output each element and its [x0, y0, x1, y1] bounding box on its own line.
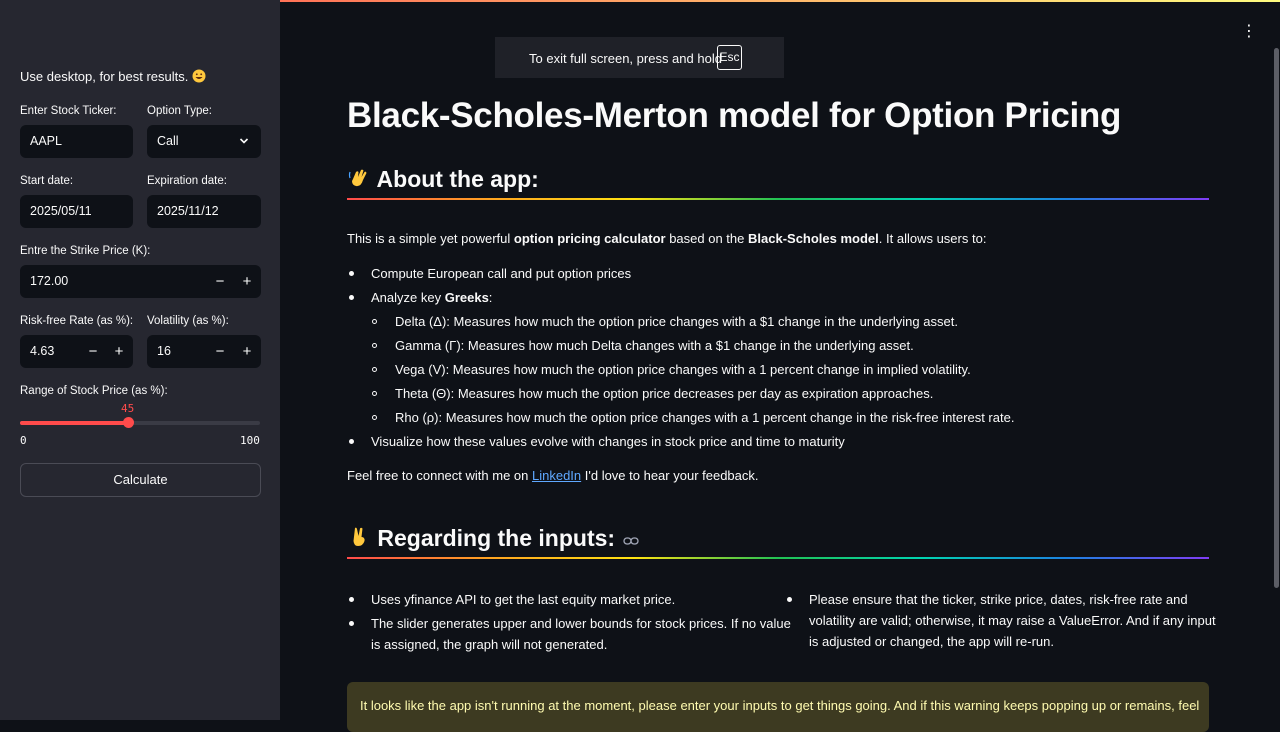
chevron-down-icon	[239, 136, 249, 146]
about-divider	[347, 198, 1209, 200]
expiration-date-input[interactable]	[147, 195, 261, 228]
waving-hand-emoji-icon	[347, 166, 371, 190]
volatility-input[interactable]	[147, 335, 261, 368]
ticker-input[interactable]	[20, 125, 133, 158]
sidebar-note-text: Use desktop, for best results.	[20, 69, 189, 84]
option-type-label: Option Type:	[147, 105, 212, 117]
range-label: Range of Stock Price (as %):	[20, 385, 168, 397]
inputs-note-slider-line2: is assigned, the graph will not generated.	[371, 637, 608, 652]
inputs-divider	[347, 557, 1209, 559]
kebab-menu-icon[interactable]: ⋮	[1241, 23, 1257, 40]
intro-bold-calculator: option pricing calculator	[513, 231, 666, 246]
strike-price-value: 172.00	[30, 274, 69, 288]
range-min-label: 0	[20, 434, 27, 447]
greeks-colon: :	[488, 290, 493, 305]
grinning-emoji-icon	[192, 69, 206, 83]
feature-item-greeks	[371, 290, 492, 305]
bullet-dot	[349, 271, 354, 276]
greek-item-vega: Vega (V): Measures how much the option price changes with a 1 percent change in implied volatility.	[395, 362, 971, 377]
range-slider-track[interactable]	[20, 421, 260, 425]
risk-free-rate-value: 4.63	[30, 344, 55, 358]
intro-paragraph	[347, 231, 986, 246]
greek-item-theta: Theta (Θ): Measures how much the option price decreases per day as expiration approaches.	[395, 386, 934, 401]
start-date-input[interactable]	[20, 195, 133, 228]
ticker-label: Enter Stock Ticker:	[20, 105, 117, 117]
bullet-dot	[349, 439, 354, 444]
connect-text: Feel free to connect with me on	[347, 468, 532, 483]
intro-text-mid: based on the	[665, 231, 748, 246]
sub-bullet	[372, 319, 377, 324]
intro-bold-model: Black-Scholes model	[748, 231, 879, 246]
inputs-note-slider-line1: The slider generates upper and lower bounds for stock prices. If no value	[371, 616, 791, 631]
about-heading	[347, 166, 539, 193]
linkedin-link[interactable]: LinkedIn	[531, 468, 582, 483]
about-heading-text: About the app:	[376, 166, 539, 192]
sub-bullet	[372, 343, 377, 348]
connect-paragraph	[347, 468, 759, 483]
greeks-text: Analyze key	[371, 290, 445, 305]
greeks-bold: Greeks	[444, 290, 489, 305]
volatility-decrement-button[interactable]: −	[215, 343, 225, 360]
page-title: Black-Scholes-Merton model for Option Pricing	[347, 96, 1122, 135]
bullet-dot	[349, 621, 354, 626]
strike-increment-button[interactable]: +	[242, 273, 252, 290]
fullscreen-toast-text: To exit full screen, press and hold	[529, 51, 722, 66]
inputs-note-validity-line1: Please ensure that the ticker, strike price, dates, risk-free rate and	[809, 592, 1188, 607]
start-date-value: 2025/05/11	[30, 204, 92, 218]
intro-text: This is a simple yet powerful	[347, 231, 514, 246]
sub-bullet	[372, 415, 377, 420]
intro-text-end: . It allows users to:	[878, 231, 987, 246]
esc-key-badge: Esc	[717, 45, 742, 70]
range-slider-thumb[interactable]	[123, 417, 134, 428]
greek-item-gamma: Gamma (Γ): Measures how much Delta changes with a $1 change in the underlying asset.	[395, 338, 914, 353]
start-date-label: Start date:	[20, 175, 74, 187]
risk-free-rate-label: Risk-free Rate (as %):	[20, 315, 134, 327]
rate-decrement-button[interactable]: −	[88, 343, 98, 360]
warning-text: It looks like the app isn't running at the moment, please enter your inputs to get things going. And if this warning keeps popping up or remains, feel	[360, 698, 1200, 713]
feature-item-compute: Compute European call and put option prices	[371, 266, 632, 281]
expiration-date-value: 2025/11/12	[157, 204, 219, 218]
greek-item-rho: Rho (ρ): Measures how much the option price changes with a 1 percent change in the risk-free interest rate.	[395, 410, 1015, 425]
victory-hand-emoji-icon	[347, 525, 371, 549]
inputs-note-validity-line2: volatility are valid; otherwise, it may raise a ValueError. And if any input	[809, 613, 1216, 628]
volatility-label: Volatility (as %):	[147, 315, 229, 327]
feature-item-visualize: Visualize how these values evolve with changes in stock price and time to maturity	[371, 434, 845, 449]
bullet-dot	[349, 295, 354, 300]
range-max-label: 100	[240, 434, 260, 447]
sidebar-note	[20, 69, 206, 84]
warning-alert	[347, 682, 1209, 732]
volatility-value: 16	[157, 344, 171, 358]
scrollbar[interactable]	[1274, 48, 1279, 588]
bullet-dot	[787, 597, 792, 602]
inputs-heading-text: Regarding the inputs:	[377, 525, 616, 551]
sub-bullet	[372, 391, 377, 396]
inputs-note-yfinance: Uses yfinance API to get the last equity market price.	[371, 592, 676, 607]
volatility-increment-button[interactable]: +	[242, 343, 252, 360]
inputs-heading	[347, 525, 639, 552]
risk-free-rate-input[interactable]	[20, 335, 133, 368]
strike-price-input[interactable]	[20, 265, 261, 298]
bullet-dot	[349, 597, 354, 602]
link-icon[interactable]	[623, 536, 639, 546]
strike-decrement-button[interactable]: −	[215, 273, 225, 290]
option-type-value: Call	[157, 134, 179, 148]
range-slider-value: 45	[121, 402, 135, 415]
sub-bullet	[372, 367, 377, 372]
calculate-button[interactable]: Calculate	[20, 463, 261, 497]
fullscreen-toast	[495, 37, 784, 78]
expiration-date-label: Expiration date:	[147, 175, 227, 187]
strike-price-label: Entre the Strike Price (K):	[20, 245, 151, 257]
option-type-select[interactable]	[147, 125, 261, 158]
ticker-value: AAPL	[30, 134, 62, 148]
range-slider-fill	[20, 421, 128, 425]
rate-increment-button[interactable]: +	[114, 343, 124, 360]
greek-item-delta: Delta (Δ): Measures how much the option price changes with a $1 change in the underlying asset.	[395, 314, 958, 329]
connect-text-end: I'd love to hear your feedback.	[581, 468, 759, 483]
inputs-note-validity-line3: is adjusted or changed, the app will re-run.	[809, 634, 1054, 649]
sidebar	[0, 0, 280, 720]
